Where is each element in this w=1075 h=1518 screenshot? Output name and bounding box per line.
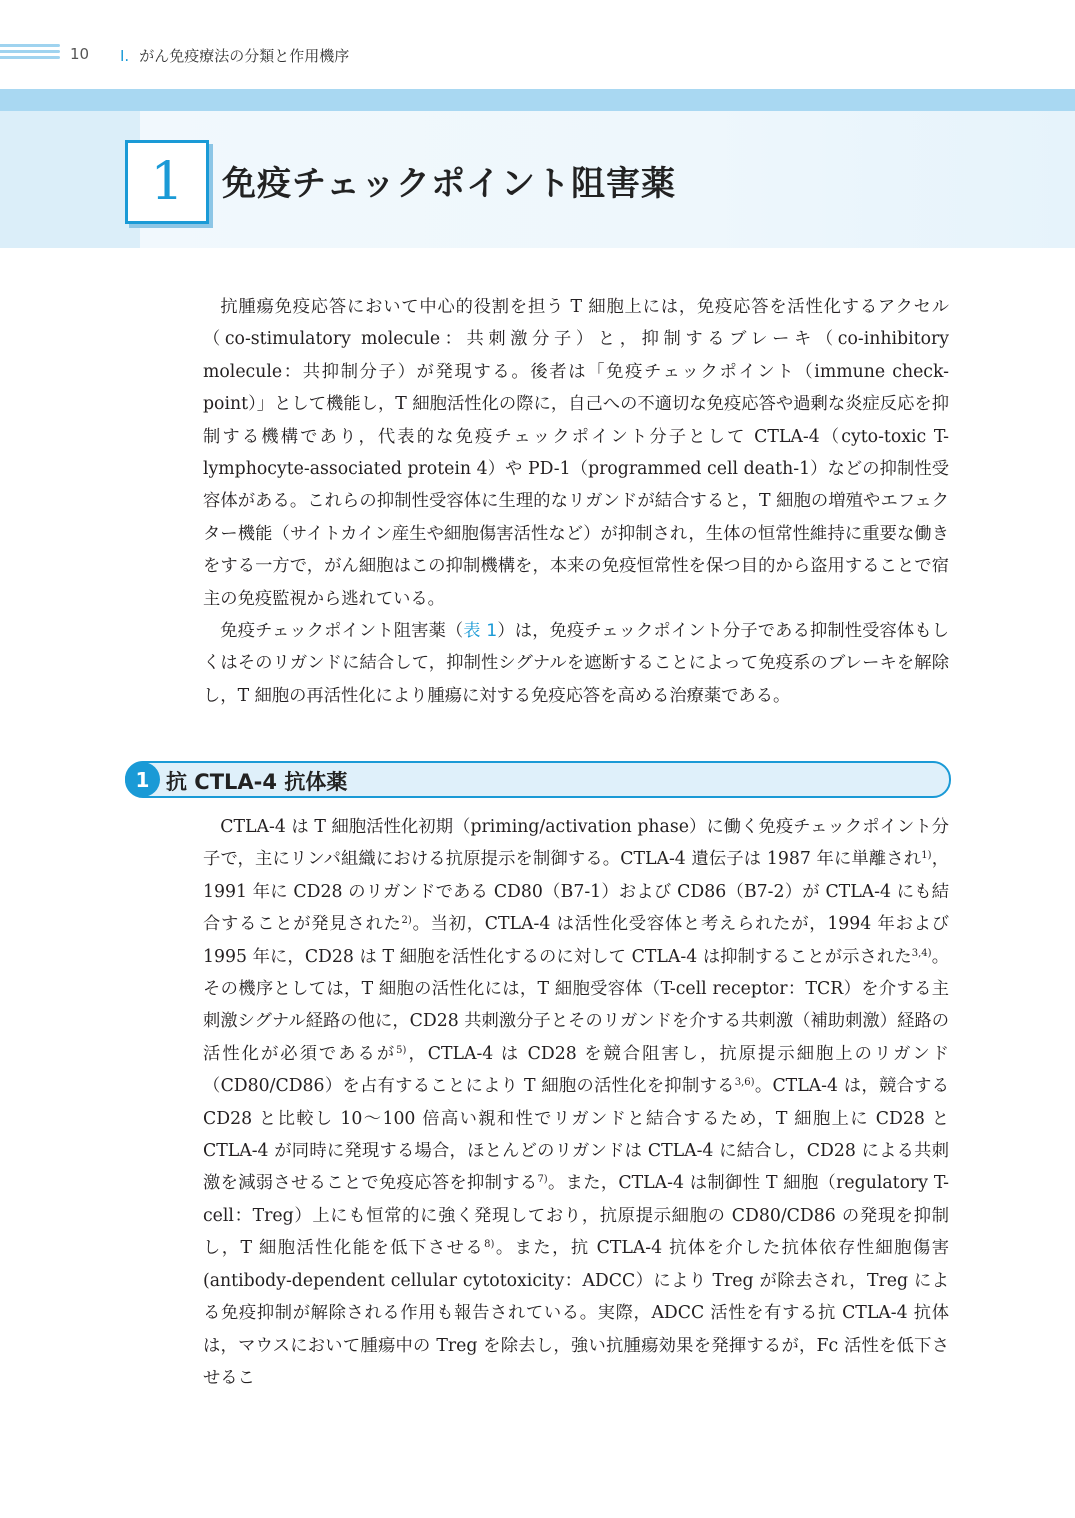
citation-7: 7) <box>537 1174 548 1186</box>
body-text-3: 。当初，CTLA-4 は活性化受容体と考えられたが，1994 年および 1995 年に，CD28 は T 細胞を活性化するのに対して CTLA-4 は抑制することが示された <box>203 914 949 967</box>
body-text-7: 。また，CTLA-4 は制御性 T 細胞（regulatory T-cell：Treg）上にも恒常的に強く発現しており，抗原提示細胞の CD80/CD86 の発現を抑制し，T 細胞活性化能を低下させる <box>203 1173 949 1259</box>
title-band-top <box>0 89 1075 111</box>
citation-3-6: 3,6) <box>734 1077 755 1089</box>
running-header <box>120 45 349 66</box>
body-text-5: ，CTLA-4 は CD28 を競合阻害し，抗原提示細胞上のリガンド（CD80/CD86）を占有することにより T 細胞の活性化を抑制する <box>203 1043 949 1097</box>
citation-8: 8) <box>484 1239 495 1251</box>
page-number: 10 <box>70 45 90 63</box>
intro-paragraph-2 <box>203 615 949 712</box>
section-number-box <box>125 140 209 224</box>
citation-5: 5) <box>396 1044 407 1056</box>
section-title: 免疫チェックポイント阻害薬 <box>222 164 676 204</box>
body-text-2: ，1991 年に CD28 のリガンドである CD80（B7-1）および CD86（B7-2）が CTLA-4 にも結合することが発見された <box>203 849 949 935</box>
intro-paragraph-2-text-a: 免疫チェックポイント阻害薬（ <box>220 621 464 641</box>
body-text-1: CTLA-4 は T 細胞活性化初期（priming/activation phase）に働く免疫チェックポイント分子で，主にリンパ組織における抗原提示を制御する。CTLA-4 遺伝子は 1987 年に単離され <box>203 817 949 870</box>
body-text-4: 。その機序としては，T 細胞の活性化には，T 細胞受容体（T-cell receptor：TCR）を介する主刺激シグナル経路の他に，CD28 共刺激分子とそのリガンドを介する共刺激（補助刺激）経路の活性化が必須であるが <box>203 946 949 1064</box>
subsection-title: 抗 CTLA-4 抗体薬 <box>166 770 348 794</box>
table-reference-link[interactable]: 表 1 <box>463 621 498 641</box>
section-number: 1 <box>150 152 184 212</box>
header-decoration <box>0 44 60 64</box>
citation-3-4: 3,4) <box>911 947 932 959</box>
citation-1: 1) <box>921 850 932 862</box>
intro-paragraph-2-text-b: ）は，免疫チェックポイント分子である抑制性受容体もしくはそのリガンドに結合して，抑制性シグナルを遮断することによって免疫系のブレーキを解除し，T 細胞の再活性化により腫瘍に対する免疫応答を高める治療薬である。 <box>203 621 950 706</box>
intro-paragraph-1: 抗腫瘍免疫応答において中心的役割を担う T 細胞上には，免疫応答を活性化するアクセル（co-stimulatory molecule：共刺激分子）と，抑制するブレーキ（co-inhibitory molecule：共抑制分子）が発現する。後者は「免疫チェックポイント（immune check-point）」として機能し，T 細胞活性化の際に，自己への不適切な免疫応答や過剰な炎症反応を抑制する機構であり，代表的な免疫チェックポイント分子として CTLA-4（cyto-toxic T-lymphocyte-associated protein 4）や PD-1（programmed cell death-1）などの抑制性受容体がある。これらの抑制性受容体に生理的なリガンドが結合すると，T 細胞の増殖やエフェクター機能（サイトカイン産生や細胞傷害活性など）が抑制され，生体の恒常性維持に重要な働きをする一方で，がん細胞はこの抑制機構を，本来の免疫恒常性を保つ目的から盗用することで宿主の免疫監視から逃れている。 <box>203 297 949 609</box>
body-text-8: 。また，抗 CTLA-4 抗体を介した抗体依存性細胞傷害(antibody-dependent cellular cytotoxicity：ADCC）により Treg が除去され，Treg による免疫抑制が解除される作用も報告されている。実際，ADCC 活性を有する抗 CTLA-4 抗体は，マウスにおいて腫瘍中の Treg を除去し，強い抗腫瘍効果を発揮するが，Fc 活性を低下させるこ <box>203 1238 949 1388</box>
body-text-6: 。CTLA-4 は，競合する CD28 と比較し 10〜100 倍高い親和性でリガンドと結合するため，T 細胞上に CD28 と CTLA-4 が同時に発現する場合，ほとんどのリガンドは CTLA-4 に結合し，CD28 による共刺激を減弱させることで免疫応答を抑制する <box>203 1076 949 1194</box>
citation-2: 2) <box>401 915 412 927</box>
subsection-number-badge: 1 <box>125 762 160 797</box>
chapter-roman-numeral: Ⅰ. <box>120 47 130 65</box>
body-paragraph <box>203 811 949 1394</box>
chapter-title: がん免疫療法の分類と作用機序 <box>139 47 350 65</box>
